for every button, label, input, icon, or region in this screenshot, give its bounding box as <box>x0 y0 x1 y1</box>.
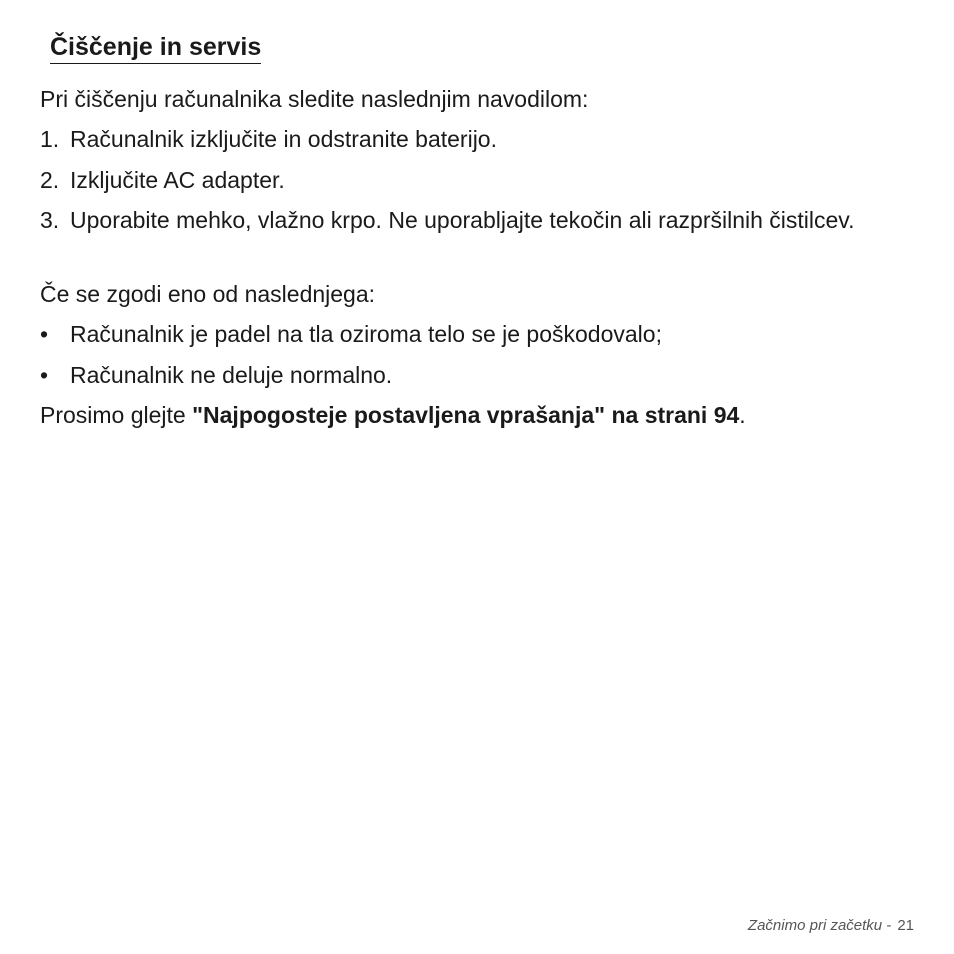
step-1-number: 1. <box>40 126 60 152</box>
reference-suffix: . <box>739 402 746 428</box>
condition-2-text: Računalnik ne deluje normalno. <box>70 362 393 388</box>
step-3-number: 3. <box>40 207 60 233</box>
condition-item-2 <box>40 359 914 391</box>
section-heading-text: Čiščenje in servis <box>50 33 261 64</box>
reference-paragraph <box>40 400 746 430</box>
reference-prefix: Prosimo glejte <box>40 402 193 428</box>
step-1 <box>40 123 914 155</box>
bullet-icon: • <box>40 321 49 347</box>
step-2-number: 2. <box>40 167 60 193</box>
intro-paragraph: Pri čiščenju računalnika sledite naslednjim navodilom: <box>40 86 589 112</box>
footer-section-title: Začnimo pri začetku - <box>747 917 892 934</box>
page-number: 21 <box>897 917 914 934</box>
condition-1-text: Računalnik je padel na tla oziroma telo se je poškodovalo; <box>70 321 662 347</box>
step-2 <box>40 164 914 196</box>
page-footer <box>748 917 914 934</box>
condition-item-1 <box>40 318 914 350</box>
faq-page-link[interactable]: "Najpogosteje postavljena vprašanja" na strani 94 <box>192 402 740 428</box>
step-2-text: Izključite AC adapter. <box>70 167 285 193</box>
section-heading <box>50 31 261 64</box>
conditions-intro: Če se zgodi eno od naslednjega: <box>40 281 376 307</box>
bullet-icon: • <box>40 362 49 388</box>
step-3 <box>40 204 914 236</box>
step-3-text: Uporabite mehko, vlažno krpo. Ne uporabljajte tekočin ali razpršilnih čistilcev. <box>70 207 855 233</box>
step-1-text: Računalnik izklјučite in odstranite baterijo. <box>70 126 497 152</box>
